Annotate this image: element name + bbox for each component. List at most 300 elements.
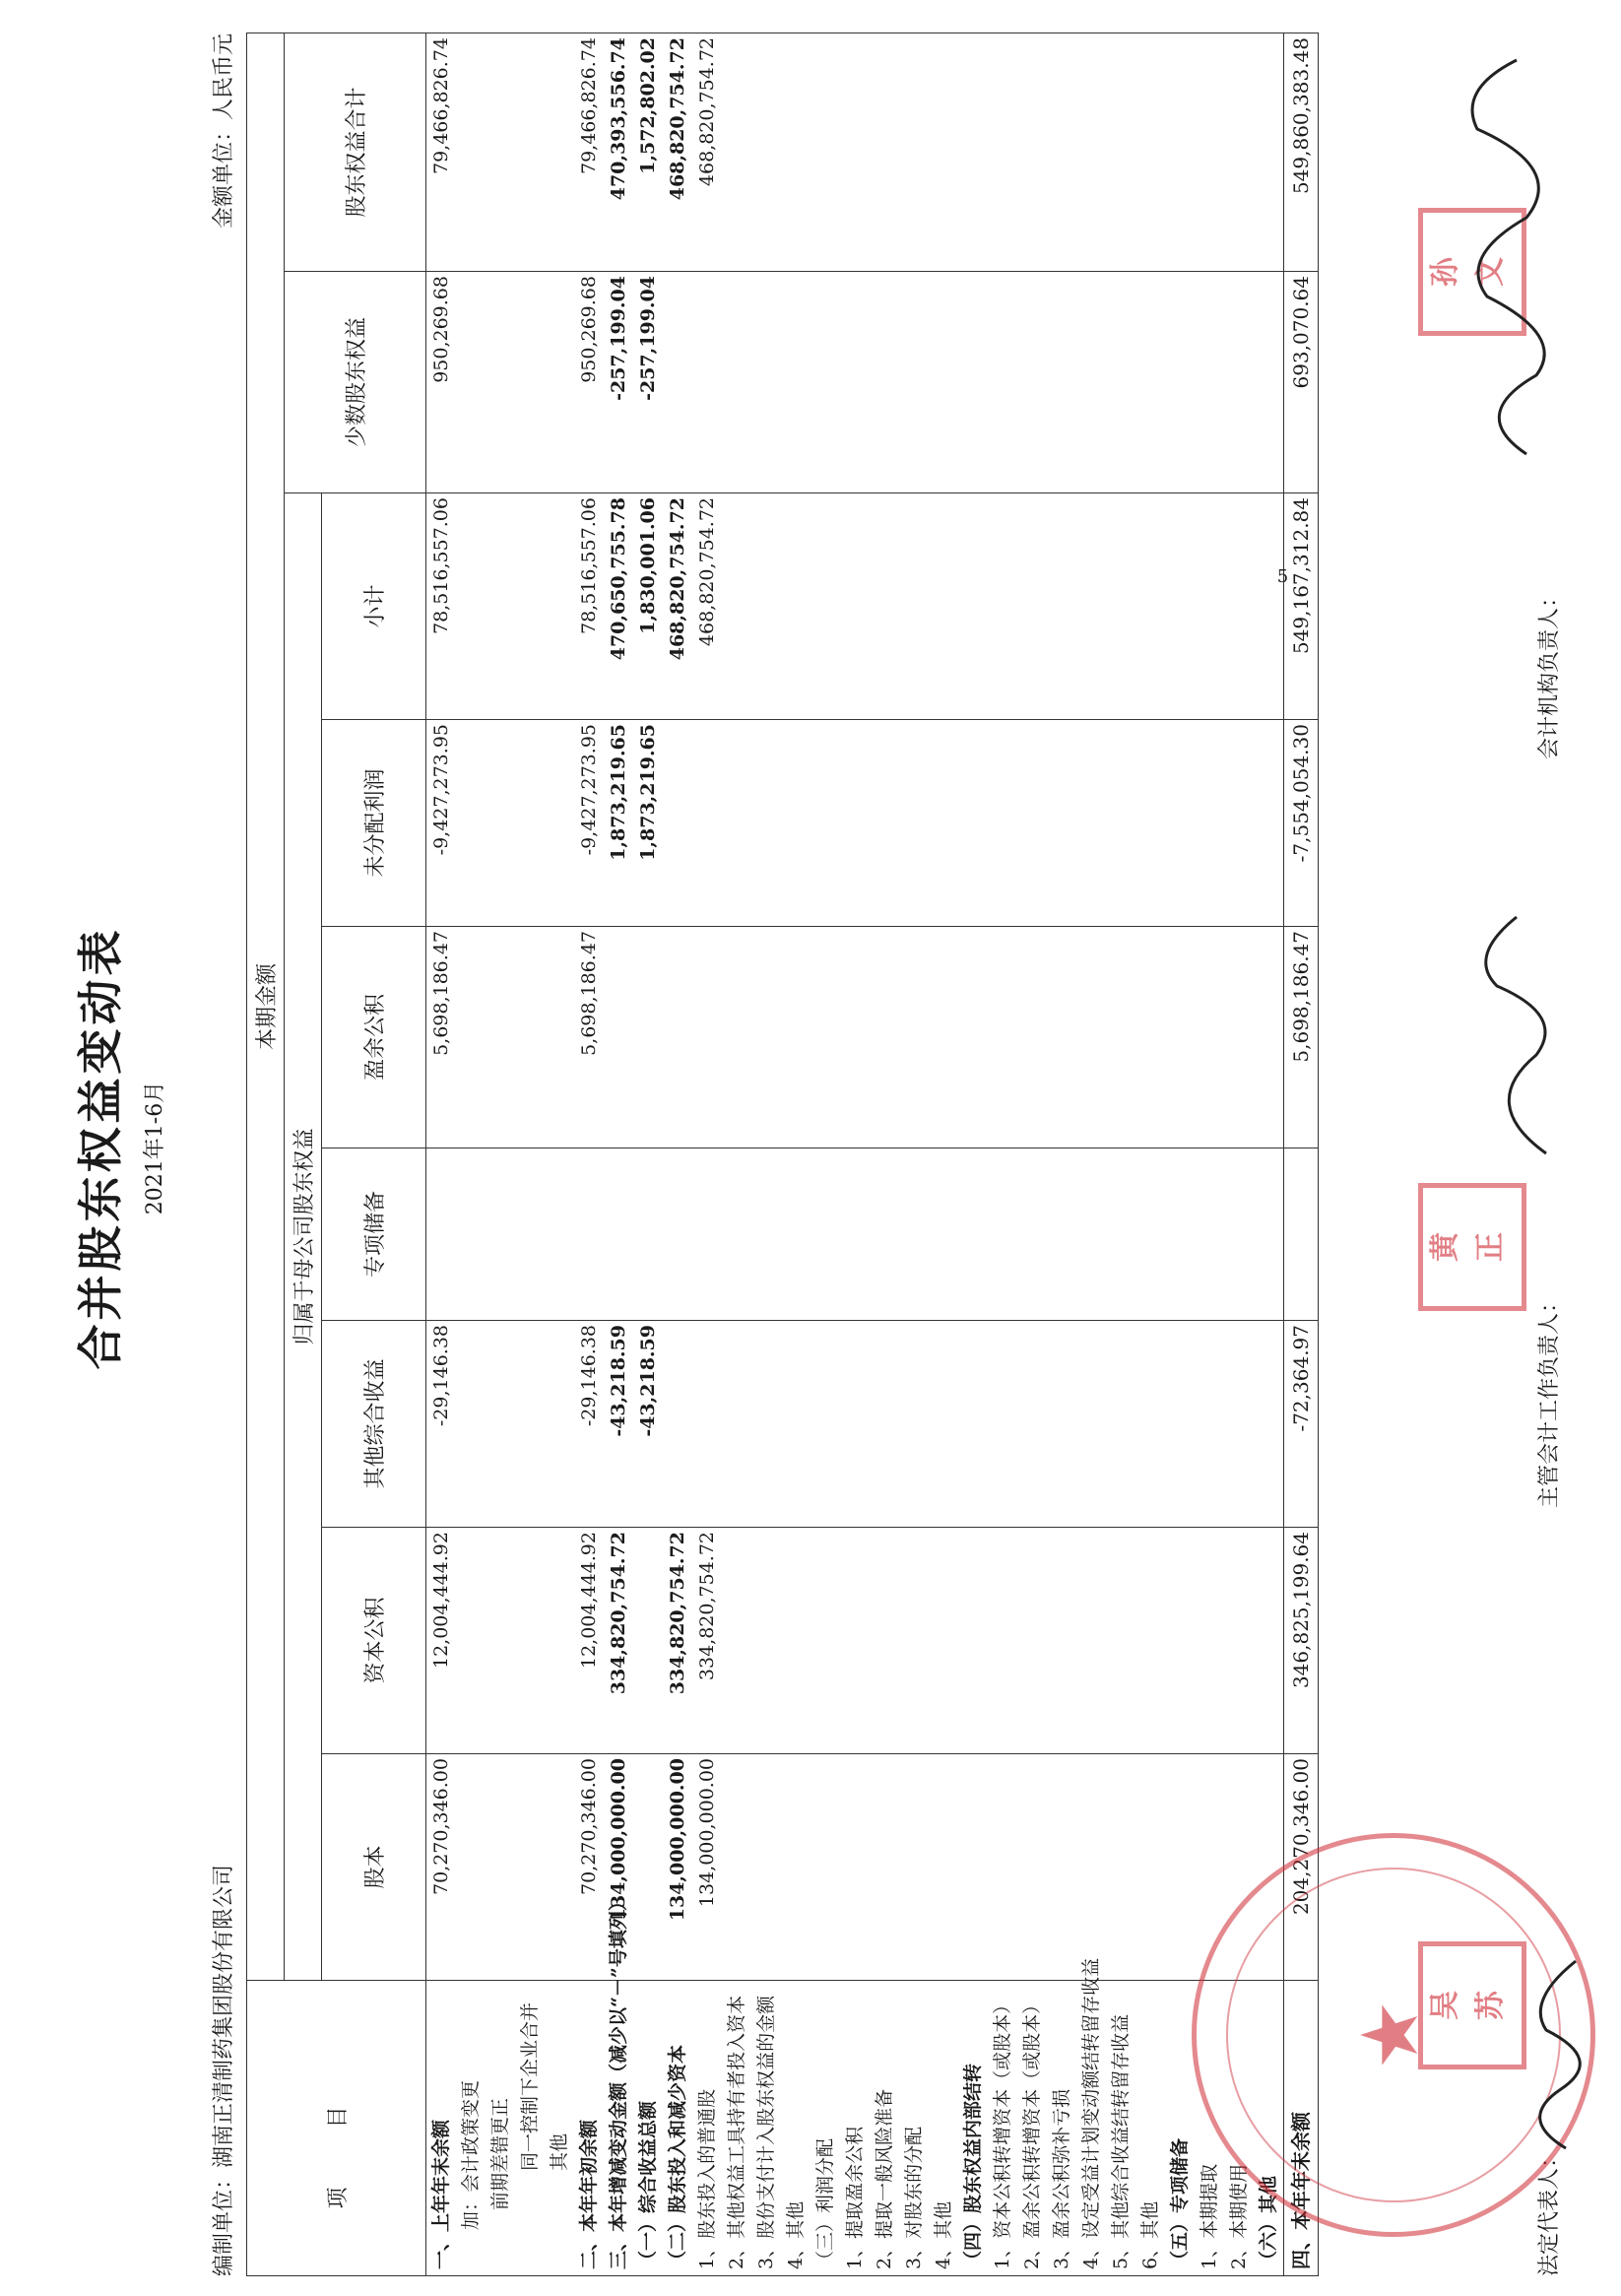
table-cell: [1165, 931, 1195, 1148]
table-cell: [899, 497, 929, 719]
table-cell: 78,516,557.06: [430, 497, 452, 635]
table-cell: [899, 724, 929, 926]
table-cell: [1106, 1152, 1135, 1320]
table-cell: [633, 1152, 663, 1320]
table-cell: [515, 276, 545, 492]
table-cell: [456, 1152, 486, 1320]
table-cell: -29,146.38: [430, 1325, 452, 1427]
table-cell: [515, 931, 545, 1148]
table-cell: [1076, 1325, 1106, 1527]
table-cell: 79,466,826.74: [430, 37, 452, 175]
col-subtotal: [426, 493, 1284, 720]
table-cell: [545, 724, 574, 926]
table-cell: [840, 931, 870, 1148]
table-cell: [988, 1325, 1017, 1527]
table-cell: [456, 931, 486, 1148]
table-cell: 334,820,754.72: [608, 1532, 629, 1695]
table-cell: [1165, 276, 1195, 492]
table-cell: [781, 1758, 810, 1980]
table-cell: [663, 1325, 692, 1527]
table-cell: [958, 1532, 988, 1753]
row-label: 1、提取盈余公积: [844, 2126, 866, 2269]
table-cell: [958, 724, 988, 926]
table-cell: [840, 276, 870, 492]
table-cell: [870, 276, 899, 492]
page-number: 5: [1276, 565, 1289, 587]
table-cell: [486, 276, 515, 492]
table-cell: [1195, 724, 1224, 926]
table-cell: [781, 724, 810, 926]
table-cell: [722, 1532, 751, 1753]
table-cell: [1047, 276, 1076, 492]
table-cell: [515, 1152, 545, 1320]
table-cell: [988, 1532, 1017, 1753]
table-cell: [456, 37, 486, 271]
table-cell: [1254, 37, 1283, 271]
table-cell: [1076, 37, 1106, 271]
table-cell: [1224, 1152, 1254, 1320]
table-cell: [1047, 497, 1076, 719]
table-cell: [1195, 1532, 1224, 1753]
table-cell: [899, 1758, 929, 1980]
table-cell: [486, 497, 515, 719]
personal-seal-legal-rep: 吴 苏: [1418, 1941, 1526, 2069]
table-cell: [1017, 37, 1047, 271]
table-cell: [1047, 931, 1076, 1148]
equity-change-table: [246, 33, 1319, 2276]
table-cell: 78,516,557.06: [578, 497, 600, 635]
table-cell: [1165, 37, 1195, 271]
table-cell: [1076, 1532, 1106, 1753]
table-cell: [810, 37, 840, 271]
table-cell: [1224, 724, 1254, 926]
table-cell: [810, 1758, 840, 1980]
table-cell: [781, 1532, 810, 1753]
table-cell: [1135, 1532, 1165, 1753]
total-cell: 5,698,186.47: [1284, 927, 1319, 1148]
row-label: 同一控制下企业合并: [519, 2001, 541, 2171]
table-cell: [1076, 724, 1106, 926]
row-label: 6、其他: [1139, 2200, 1161, 2269]
table-cell: [988, 276, 1017, 492]
table-cell: [870, 1152, 899, 1320]
table-cell: [1047, 1532, 1076, 1753]
table-cell: -257,199.04: [637, 276, 659, 401]
table-cell: [958, 931, 988, 1148]
table-cell: [515, 497, 545, 719]
row-label: 2、提取一般风险准备: [874, 2088, 895, 2269]
row-label: 其他: [549, 2132, 570, 2171]
table-cell: [751, 1152, 781, 1320]
table-cell: [929, 931, 958, 1148]
legal-rep-label: 法定代表人：: [1537, 2145, 1562, 2276]
total-cell: 549,167,312.84: [1284, 493, 1319, 720]
table-cell: [1017, 276, 1047, 492]
table-cell: [810, 276, 840, 492]
table-cell: [663, 1152, 692, 1320]
header-col-share-capital: 股本: [322, 1754, 426, 1981]
table-cell: [456, 1532, 486, 1753]
table-cell: [1106, 931, 1135, 1148]
row-label: （三）利润分配: [814, 2137, 836, 2269]
table-cell: [1047, 724, 1076, 926]
table-cell: 79,466,826.74: [578, 37, 600, 175]
table-cell: [1076, 276, 1106, 492]
header-col-capital-reserve: 资本公积: [322, 1528, 426, 1754]
table-cell: [751, 724, 781, 926]
personal-seal-accounting-head: 黄 正: [1418, 1183, 1526, 1311]
table-cell: [810, 1532, 840, 1753]
table-cell: [1047, 37, 1076, 271]
table-cell: [633, 931, 663, 1148]
table-cell: [1254, 497, 1283, 719]
table-cell: [1135, 931, 1165, 1148]
table-cell: [426, 1152, 456, 1320]
header-col-subtotal: 小计: [322, 493, 426, 720]
table-cell: [1195, 497, 1224, 719]
table-cell: [486, 1532, 515, 1753]
table-cell: [958, 497, 988, 719]
table-cell: [1224, 1325, 1254, 1527]
table-cell: [1017, 724, 1047, 926]
table-cell: [1076, 1758, 1106, 1980]
table-cell: [1017, 497, 1047, 719]
table-cell: 468,820,754.72: [696, 37, 718, 187]
table-cell: [692, 724, 722, 926]
table-cell: [1195, 1325, 1224, 1527]
table-cell: [604, 1152, 633, 1320]
table-cell: [692, 1152, 722, 1320]
row-label: 5、其他综合收益结转留存收益: [1110, 2013, 1132, 2269]
header-col-special-reserve: 专项储备: [322, 1148, 426, 1321]
table-cell: -43,218.59: [637, 1325, 659, 1437]
row-label: 2、盈余公积转增资本（或股本）: [1021, 1995, 1043, 2269]
accounting-head-label: 主管会计工作负责人：: [1537, 1290, 1562, 1508]
table-cell: [1106, 276, 1135, 492]
table-cell: [1165, 497, 1195, 719]
header-col-surplus-reserve: 盈余公积: [322, 927, 426, 1148]
table-cell: [1254, 276, 1283, 492]
table-cell: [1047, 1325, 1076, 1527]
table-cell: [545, 497, 574, 719]
table-cell: [663, 931, 692, 1148]
seal-star-icon: ★: [1344, 2000, 1436, 2070]
table-cell: [1224, 37, 1254, 271]
table-cell: [958, 1325, 988, 1527]
table-cell: [1135, 1152, 1165, 1320]
table-cell: [1195, 37, 1224, 271]
signature-accounting-dept: [1448, 50, 1576, 464]
row-label: 4、其他: [933, 2200, 954, 2269]
table-cell: [781, 931, 810, 1148]
table-cell: 334,820,754.72: [667, 1532, 688, 1695]
table-cell: [545, 37, 574, 271]
table-cell: [515, 724, 545, 926]
table-cell: [486, 1152, 515, 1320]
table-cell: 12,004,444.92: [430, 1532, 452, 1670]
row-label: （五）专项储备: [1169, 2137, 1191, 2269]
table-cell: [870, 497, 899, 719]
table-cell: [545, 1532, 574, 1753]
row-label: （六）其他: [1258, 2175, 1279, 2269]
table-cell: [929, 1152, 958, 1320]
table-cell: [870, 1532, 899, 1753]
table-cell: 334,820,754.72: [696, 1532, 718, 1681]
table-cell: [988, 724, 1017, 926]
row-label: 加：会计政策变更: [460, 2079, 482, 2230]
signature-accounting-head: [1458, 907, 1576, 1163]
row-label: 前期差错更正: [489, 2097, 511, 2210]
row-label: 4、设定受益计划变动额结转留存收益: [1080, 1957, 1102, 2269]
table-cell: [1017, 1325, 1047, 1527]
table-cell: [722, 931, 751, 1148]
table-cell: [1165, 724, 1195, 926]
table-cell: 70,270,346.00: [430, 1758, 452, 1896]
table-cell: [840, 1325, 870, 1527]
table-cell: [1165, 1532, 1195, 1753]
table-cell: [781, 497, 810, 719]
table-cell: [545, 1325, 574, 1527]
table-cell: [929, 276, 958, 492]
table-cell: [958, 1758, 988, 1980]
table-cell: [722, 1758, 751, 1980]
table-cell: 1,572,802.02: [637, 37, 659, 174]
table-cell: [1106, 724, 1135, 926]
row-label: （四）股东权益内部结转: [962, 2063, 984, 2269]
table-cell: [722, 724, 751, 926]
table-cell: [486, 724, 515, 926]
table-cell: [781, 37, 810, 271]
row-label: 4、其他: [785, 2200, 807, 2269]
table-cell: [456, 276, 486, 492]
table-cell: [1254, 1532, 1283, 1753]
table-cell: [545, 1758, 574, 1980]
col-minority: [426, 272, 1284, 493]
table-cell: 12,004,444.92: [578, 1532, 600, 1670]
table-cell: [1195, 931, 1224, 1148]
table-cell: [1224, 931, 1254, 1148]
table-cell: [899, 931, 929, 1148]
table-cell: [1254, 724, 1283, 926]
header-col-oci: 其他综合收益: [322, 1321, 426, 1528]
table-cell: [1047, 1758, 1076, 1980]
table-cell: [899, 1532, 929, 1753]
total-cell: 346,825,199.64: [1284, 1528, 1319, 1754]
table-cell: [486, 1758, 515, 1980]
table-cell: [810, 931, 840, 1148]
table-cell: [870, 1325, 899, 1527]
table-cell: [1135, 497, 1165, 719]
table-cell: [958, 276, 988, 492]
personal-seal-accounting-dept: 孙 文: [1418, 208, 1526, 336]
table-cell: 5,698,186.47: [430, 931, 452, 1056]
table-cell: [456, 724, 486, 926]
row-label: 1、资本公积转增资本（或股本）: [992, 1995, 1013, 2269]
table-cell: 468,820,754.72: [667, 37, 688, 201]
table-cell: [870, 724, 899, 926]
table-cell: [1047, 1152, 1076, 1320]
table-cell: [899, 37, 929, 271]
table-cell: 468,820,754.72: [667, 497, 688, 661]
table-cell: [899, 276, 929, 492]
table-cell: [810, 724, 840, 926]
table-cell: [899, 1152, 929, 1320]
row-label: 3、对股东的分配: [903, 2126, 925, 2269]
table-cell: [840, 1532, 870, 1753]
col-oci: [426, 1321, 1284, 1528]
table-cell: -9,427,273.95: [578, 724, 600, 856]
total-cell: -72,364.97: [1284, 1321, 1319, 1528]
row-label: 1、本期提取: [1199, 2163, 1220, 2269]
table-cell: 950,269.68: [430, 276, 452, 383]
table-cell: [1195, 1152, 1224, 1320]
table-cell: [899, 1325, 929, 1527]
table-cell: [958, 1152, 988, 1320]
row-label: 三、本年增减变动金额（减少以“－”号填列）: [608, 1892, 629, 2269]
total-cell: 204,270,346.00: [1284, 1754, 1319, 1981]
table-cell: [633, 1758, 663, 1980]
header-col-total: 股东权益合计: [285, 33, 426, 272]
table-cell: [810, 497, 840, 719]
table-cell: [1254, 1152, 1283, 1320]
table-cell: 470,393,556.74: [608, 37, 629, 201]
col-retained-earnings: [426, 720, 1284, 927]
table-cell: 1,873,219.65: [637, 724, 659, 861]
total-label: 四、本年年末余额: [1284, 1981, 1319, 2276]
table-cell: [958, 37, 988, 271]
table-cell: [781, 1152, 810, 1320]
table-cell: [929, 724, 958, 926]
table-cell: [1165, 1758, 1195, 1980]
table-cell: 468,820,754.72: [696, 497, 718, 647]
report-period: 2021年1-6月: [143, 1081, 167, 1215]
table-cell: [988, 931, 1017, 1148]
table-cell: [751, 1758, 781, 1980]
table-cell: [870, 931, 899, 1148]
table-cell: [1106, 37, 1135, 271]
table-cell: [810, 1152, 840, 1320]
table-cell: [1224, 276, 1254, 492]
header-col-minority: 少数股东权益: [285, 272, 426, 493]
row-label: （二）股东投入和减少资本: [667, 2044, 688, 2269]
table-cell: [604, 931, 633, 1148]
table-cell: [574, 1152, 604, 1320]
accounting-dept-label: 会计机构负责人：: [1537, 585, 1562, 759]
table-cell: [1106, 1532, 1135, 1753]
table-cell: [929, 1325, 958, 1527]
table-cell: [515, 1758, 545, 1980]
table-cell: [1017, 931, 1047, 1148]
table-cell: [486, 931, 515, 1148]
table-cell: [810, 1325, 840, 1527]
table-cell: [988, 1758, 1017, 1980]
table-cell: [1106, 497, 1135, 719]
compiler-line: 编制单位：湖南正清制药集团股份有限公司: [212, 1864, 236, 2276]
table-cell: [545, 276, 574, 492]
table-cell: [988, 497, 1017, 719]
page-title: 合并股东权益变动表: [74, 926, 127, 1370]
table-cell: [722, 1152, 751, 1320]
table-cell: [751, 931, 781, 1148]
table-cell: [840, 1758, 870, 1980]
table-cell: 70,270,346.00: [578, 1758, 600, 1896]
table-cell: [515, 1325, 545, 1527]
table-cell: [1135, 724, 1165, 926]
table-cell: [1165, 1325, 1195, 1527]
table-cell: [751, 276, 781, 492]
row-label: 2、本期使用: [1228, 2163, 1250, 2269]
table-cell: [1106, 1758, 1135, 1980]
table-cell: [929, 1758, 958, 1980]
header-item: 项目: [247, 1981, 426, 2276]
table-cell: [840, 724, 870, 926]
total-cell: 693,070.64: [1284, 272, 1319, 493]
table-cell: [663, 276, 692, 492]
table-cell: 134,000,000.00: [667, 1758, 688, 1922]
table-cell: [722, 1325, 751, 1527]
table-cell: -9,427,273.95: [430, 724, 452, 856]
col-special-reserve: [426, 1148, 1284, 1321]
row-label: 3、盈余公积弥补亏损: [1051, 2088, 1072, 2269]
table-cell: [1135, 276, 1165, 492]
table-cell: [751, 1532, 781, 1753]
table-cell: [1106, 1325, 1135, 1527]
table-cell: 1,873,219.65: [608, 724, 629, 861]
table-cell: 134,000,000.00: [608, 1758, 629, 1922]
table-cell: [988, 1152, 1017, 1320]
table-cell: [515, 37, 545, 271]
table-cell: [781, 276, 810, 492]
table-cell: [781, 1325, 810, 1527]
header-col-retained-earnings: 未分配利润: [322, 720, 426, 927]
table-cell: [988, 37, 1017, 271]
total-cell: 549,860,383.48: [1284, 33, 1319, 272]
table-cell: [486, 1325, 515, 1527]
table-cell: [1224, 497, 1254, 719]
table-cell: [1135, 1758, 1165, 1980]
table-cell: [692, 1325, 722, 1527]
table-cell: [545, 931, 574, 1148]
table-cell: [545, 1152, 574, 1320]
table-cell: [1195, 276, 1224, 492]
table-cell: [456, 1758, 486, 1980]
row-label: 2、其他权益工具持有者投入资本: [726, 1995, 747, 2269]
row-label: 二、本年年初余额: [578, 2119, 600, 2269]
table-cell: [722, 497, 751, 719]
currency-unit: 金额单位：人民币元: [212, 33, 236, 230]
table-cell: [1076, 1152, 1106, 1320]
table-cell: -29,146.38: [578, 1325, 600, 1427]
row-label: 1、股东投入的普通股: [696, 2088, 718, 2269]
table-cell: [751, 37, 781, 271]
row-label: （一）综合收益总额: [637, 2100, 659, 2269]
table-cell: 470,650,755.78: [608, 497, 629, 661]
table-body: [426, 33, 1284, 2276]
total-cell: [1284, 1148, 1319, 1321]
table-cell: [1254, 931, 1283, 1148]
col-share-capital: [426, 1754, 1284, 1981]
table-cell: [722, 276, 751, 492]
table-cell: [840, 497, 870, 719]
table-cell: 1,830,001.06: [637, 497, 659, 634]
row-labels: [426, 1892, 1284, 2276]
col-capital-reserve: [426, 1528, 1284, 1754]
table-cell: [1076, 931, 1106, 1148]
table-cell: [840, 1152, 870, 1320]
row-label: 3、股份支付计入股东权益的金额: [755, 1995, 777, 2269]
header-parent-equity: 归属于母公司股东权益: [285, 493, 322, 1981]
table-cell: -43,218.59: [608, 1325, 629, 1437]
